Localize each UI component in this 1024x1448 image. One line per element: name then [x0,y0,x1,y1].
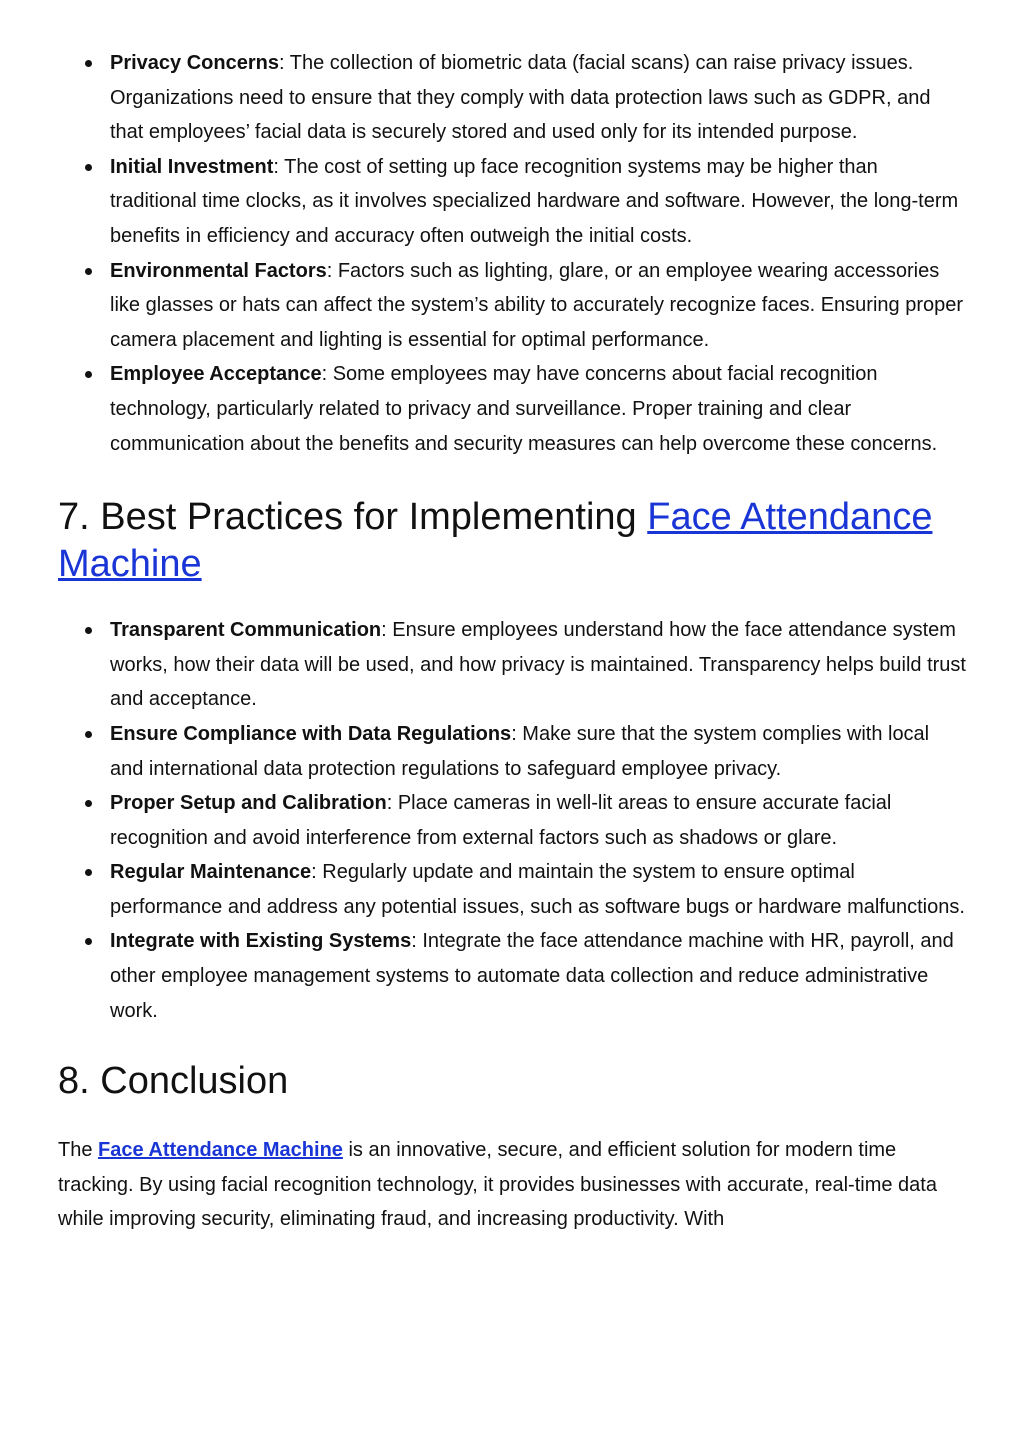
face-attendance-machine-link[interactable]: Face Attendance Machine [58,496,933,586]
list-item-title: Proper Setup and Calibration [110,792,387,815]
list-item [58,613,968,717]
list-item-title: Environmental Factors [110,259,327,282]
best-practices-list [58,613,968,1028]
list-item [58,254,968,358]
bullet-icon [85,869,92,876]
list-item-text: : The cost of setting up face recognition systems may be higher than traditional time clocks, as it involves specialized hardware and software. However, the long-term benefits in efficiency and accuracy often outweigh the initial costs. [110,155,959,247]
list-item-title: Integrate with Existing Systems [110,930,412,953]
conclusion-paragraph [58,1133,968,1236]
list-item-title: Privacy Concerns [110,52,279,74]
bullet-icon [85,938,92,945]
list-item [58,150,968,254]
conclusion-text-start: The [58,1139,99,1162]
challenges-list [58,46,968,461]
list-item [58,717,968,786]
list-item-title: Ensure Compliance with Data Regulations [110,722,512,745]
list-item-title: Employee Acceptance [110,363,322,386]
list-item [58,46,968,150]
list-item-text: : Factors such as lighting, glare, or an employee wearing accessories like glasses or hats can affect the system’s ability to accurately recognize faces. Ensuring proper camera placement and lighting is essential for optimal performance. [110,259,964,351]
list-item-text: : Regularly update and maintain the system to ensure optimal performance and address any potential issues, such as software bugs or hardware malfunctions. [110,861,965,918]
bullet-icon [85,268,92,275]
list-item-text: : The collection of biometric data (facial scans) can raise privacy issues. Organizations need to ensure that they comply with data protection laws such as GDPR, and that employees’ facial data is securely stored and used only for its intended purpose. [110,52,931,144]
bullet-icon [85,164,92,171]
bullet-icon [85,60,92,67]
bullet-icon [85,371,92,378]
section-7-heading [58,494,968,588]
list-item-text: : Some employees may have concerns about facial recognition technology, particularly related to privacy and surveillance. Proper training and clear communication about the benefits and security measures can help overcome these concerns. [110,363,938,455]
list-item [58,357,968,461]
section-8-heading: 8. Conclusion [58,1060,289,1103]
list-item-text: : Ensure employees understand how the face attendance system works, how their data will be used, and how privacy is maintained. Transparency helps build trust and acceptance. [110,619,966,711]
document-page [58,46,968,1236]
face-attendance-machine-inline-link[interactable]: Face Attendance Machine [98,1139,343,1162]
list-item-text: : Integrate the face attendance machine with HR, payroll, and other employee management systems to automate data collection and reduce administrative work. [110,930,954,1022]
list-item-title: Initial Investment [110,155,274,178]
section-7-heading-text: 7. Best Practices for Implementing [58,496,648,539]
list-item-text: : Place cameras in well-lit areas to ensure accurate facial recognition and avoid interference from external factors such as shadows or glare. [110,792,892,849]
bullet-icon [85,627,92,634]
bullet-icon [85,800,92,807]
bullet-icon [85,731,92,738]
list-item-text: : Make sure that the system complies with local and international data protection regulations to safeguard employee privacy. [110,722,930,780]
list-item-title: Regular Maintenance [110,861,312,884]
conclusion-text-rest: is an innovative, secure, and efficient solution for modern time tracking. By using facial recognition technology, it provides businesses with accurate, real-time data while improving security, eliminating fraud, and increasing productivity. With [58,1139,937,1230]
list-item [58,924,968,1028]
list-item-title: Transparent Communication [110,619,382,642]
list-item [58,786,968,855]
list-item [58,855,968,924]
